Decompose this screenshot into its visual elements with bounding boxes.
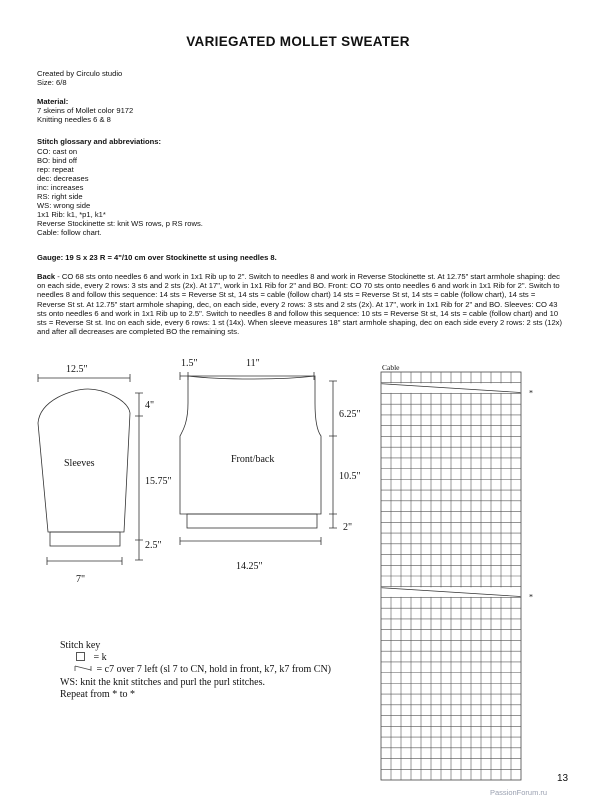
front-neck-width: 11": [246, 358, 260, 369]
ws-note: WS: knit the knit stitches and purl the purl stitches.: [60, 676, 265, 688]
sleeve-length: 15.75": [145, 476, 172, 487]
glossary-line: Reverse Stockinette st: knit WS rows, p RS rows.: [37, 218, 203, 228]
glossary-line: inc: increases: [37, 182, 84, 192]
watermark: PassionForum.ru: [490, 788, 548, 797]
sleeve-bottom-width: 7": [76, 574, 86, 585]
glossary-line: BO: bind off: [37, 155, 77, 165]
front-side: 10.5": [339, 471, 361, 482]
material-heading: Material:: [37, 97, 69, 106]
sleeve-top-width: 12.5": [66, 364, 88, 375]
front-rib-height: 2": [343, 522, 353, 533]
stitch-key: [60, 640, 331, 701]
key-cable-row: [60, 664, 331, 676]
front-armhole: 6.25": [339, 409, 361, 420]
stitch-key-heading: Stitch key: [60, 640, 101, 651]
glossary-line: rep: repeat: [37, 164, 74, 174]
front-shoulder: 1.5": [181, 358, 198, 369]
knit-square-icon: [76, 652, 85, 661]
material-line: 7 skeins of Mollet color 9172: [37, 106, 134, 115]
front-label: Front/back: [231, 454, 275, 465]
cable-symbol-icon: [74, 665, 92, 672]
back-text: - CO 68 sts onto needles 6 and work in 1x1 Rib up to 2". Switch to needles 8 and work in Reverse Stockinette st. At 12.75" start armhole shaping: dec on each side, every 2 rows: 3 sts and 2 sts (2x). At 17", work in 1x1 Rib for 2" and BO. Front: CO 70 sts onto needles 6 and work in 1x1 Rib for 2". Switch to needles 8 and follow this sequence: 14 sts = Reverse St st, 14 sts = cable (follow chart) 14 sts = Reverse St st, 14 sts = cable (follow chart), 14 sts = Reverse St st. At 12.75" start armhole shaping, dec, on each side, every 2 rows: 3 sts and 2 sts (2x). At 17", work in 1x1 Rib for 2" and BO. Sleeves: CO 43 sts onto needles 6 and work in 1x1 Rib up to 2.5". Switch to needles 8 and follow this sequence: 10 sts = Reverse St st, 14 sts = cable (follow chart) and 10 sts = Reverse St st. Inc on each side, every 6 rows: 1 st (14x). When sleeve measures 18" start armhole shaping, dec on each side every 2 rows: 2 sts (12x) and after all decreases are completed BO the remaining sts.: [37, 272, 563, 337]
glossary-heading: Stitch glossary and abbreviations:: [37, 137, 162, 146]
sleeve-label: Sleeves: [64, 458, 95, 469]
key-knit-label: = k: [93, 652, 107, 664]
page-title: VARIEGATED MOLLET SWEATER: [186, 34, 410, 49]
chart-repeat-marker: *: [529, 592, 533, 602]
sleeve-cuff-height: 2.5": [145, 540, 162, 551]
chart-repeat-marker: *: [529, 388, 533, 398]
key-knit-row: [60, 652, 331, 664]
glossary-line: dec: decreases: [37, 173, 89, 183]
size: Size: 6/8: [37, 78, 67, 87]
created-by: Created by Circulo studio: [37, 69, 123, 78]
gauge: Gauge: 19 S x 23 R = 4"/10 cm over Stockinette st using needles 8.: [37, 253, 277, 262]
glossary-line: 1x1 Rib: k1, *p1, k1*: [37, 209, 106, 219]
repeat-note: Repeat from * to *: [60, 688, 135, 700]
cable-label: Cable: [382, 363, 400, 372]
material-line: Knitting needles 6 & 8: [37, 115, 111, 124]
glossary-line: CO: cast on: [37, 146, 78, 156]
glossary-line: RS: right side: [37, 191, 83, 201]
sleeve-cap-height: 4": [145, 400, 155, 411]
front-width: 14.25": [236, 561, 263, 572]
key-cable-label: = c7 over 7 left (sl 7 to CN, hold in front, k7, k7 from CN): [96, 664, 331, 676]
back-label: Back: [37, 272, 56, 281]
glossary-line: WS: wrong side: [37, 200, 91, 210]
page-number: 13: [557, 773, 569, 784]
glossary-line: Cable: follow chart.: [37, 227, 102, 237]
